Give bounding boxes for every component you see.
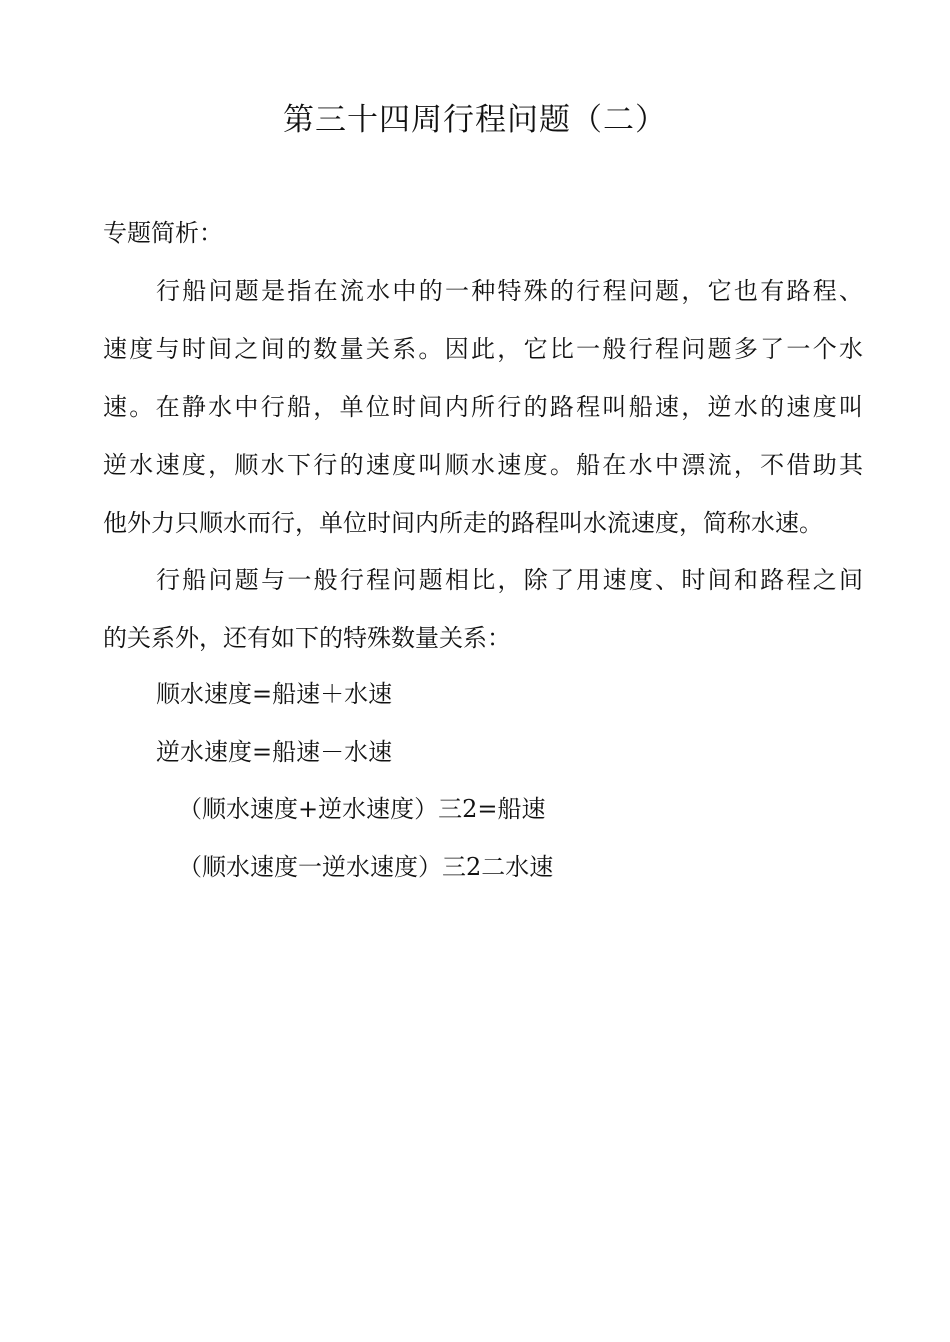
paragraph-1-line-3: 速。在静水中行船，单位时间内所行的路程叫船速，逆水的速度叫 [103,393,863,421]
formula-boat-speed: （顺水速度+逆水速度）三2=船速 [178,795,546,823]
formula-water-speed: （顺水速度一逆水速度）三2二水速 [178,853,554,881]
formula-downstream-speed: 顺水速度=船速＋水速 [156,680,393,708]
paragraph-1-line-1: 行船问题是指在流水中的一种特殊的行程问题，它也有路程、 [156,277,863,305]
paragraph-2-line-2: 的关系外，还有如下的特殊数量关系： [103,624,511,652]
section-label: 专题简析： [103,219,223,247]
paragraph-1-line-5: 他外力只顺水而行，单位时间内所走的路程叫水流速度，简称水速。 [103,509,823,537]
formula-upstream-speed: 逆水速度=船速－水速 [156,738,393,766]
paragraph-1-line-4: 逆水速度，顺水下行的速度叫顺水速度。船在水中漂流，不借助其 [103,451,863,479]
paragraph-1-line-2: 速度与时间之间的数量关系。因此，它比一般行程问题多了一个水 [103,335,863,363]
paragraph-2-line-1: 行船问题与一般行程问题相比，除了用速度、时间和路程之间 [156,566,863,594]
page-title: 第三十四周行程问题（二） [283,102,667,138]
